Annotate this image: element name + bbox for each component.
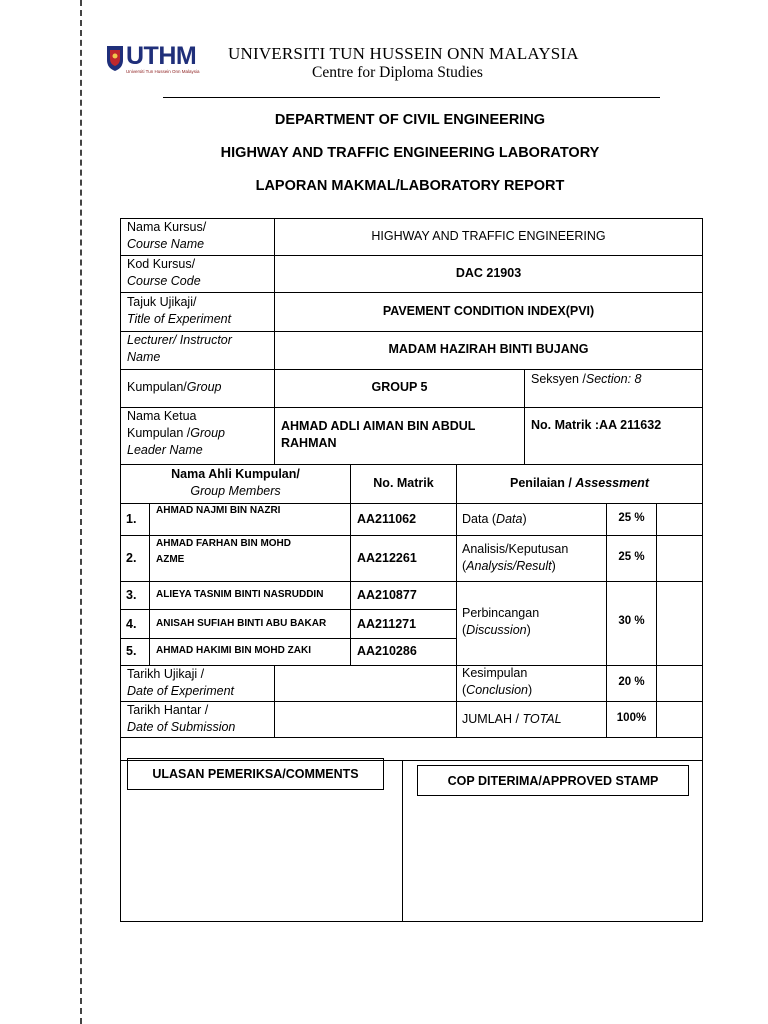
member-number: 4. xyxy=(126,617,137,631)
member-matric: AA210877 xyxy=(357,588,417,602)
member-number: 1. xyxy=(126,512,137,526)
date-experiment-label: Tarikh Ujikaji / Date of Experiment xyxy=(127,667,234,698)
course-name-label: Nama Kursus/ Course Name xyxy=(127,220,207,251)
title-value: PAVEMENT CONDITION INDEX(PVI) xyxy=(382,304,595,318)
leader-name: AHMAD ADLI AIMAN BIN ABDUL RAHMAN xyxy=(281,419,476,450)
assessment-data-label: Data (Data) xyxy=(462,512,527,526)
page-fold-dashed-line xyxy=(80,0,82,1024)
assessment-analysis-pct: 25 % xyxy=(618,551,645,563)
total-label: JUMLAH / TOTAL xyxy=(462,712,562,726)
member-number: 5. xyxy=(126,644,137,658)
course-name-value: HIGHWAY AND TRAFFIC ENGINEERING xyxy=(371,229,606,243)
member-name: ALIEYA TASNIM BINTI NASRUDDIN xyxy=(156,589,324,600)
group-label: Kumpulan/Group xyxy=(127,380,222,394)
member-matric: AA211062 xyxy=(357,512,417,526)
members-header: Nama Ahli Kumpulan/ Group Members xyxy=(171,467,300,498)
member-name: ANISAH SUFIAH BINTI ABU BAKAR xyxy=(156,618,327,629)
date-experiment-value-cell xyxy=(274,665,457,702)
member-name: AHMAD NAJMI BIN NAZRI xyxy=(156,505,281,516)
assessment-mark-cell xyxy=(656,535,703,582)
course-code-label: Kod Kursus/ Course Code xyxy=(127,257,201,288)
matric-header: No. Matrik xyxy=(373,476,434,490)
stamp-title: COP DITERIMA/APPROVED STAMP xyxy=(417,765,689,796)
department-heading: DEPARTMENT OF CIVIL ENGINEERING xyxy=(274,112,546,128)
assessment-conclusion-label: Kesimpulan (Conclusion) xyxy=(462,666,533,697)
total-pct: 100% xyxy=(616,712,647,724)
member-matric: AA210286 xyxy=(357,644,417,658)
member-matric: AA211271 xyxy=(357,617,417,631)
course-code-value: DAC 21903 xyxy=(455,266,522,280)
logo-tagline: Universiti Tun Hussein Onn Malaysia xyxy=(126,69,200,74)
assessment-mark-cell xyxy=(656,665,703,702)
title-label: Tajuk Ujikaji/ Title of Experiment xyxy=(127,295,232,326)
leader-matric: No. Matrik :AA 211632 xyxy=(531,418,662,432)
university-name: UNIVERSITI TUN HUSSEIN ONN MALAYSIA xyxy=(228,44,579,63)
assessment-analysis-label: Analisis/Keputusan (Analysis/Result) xyxy=(462,542,569,573)
assessment-header: Penilaian / Assessment xyxy=(510,476,649,490)
member-matric: AA212261 xyxy=(357,551,417,565)
uthm-logo xyxy=(106,42,216,76)
assessment-mark-cell xyxy=(656,581,703,666)
date-submission-value-cell xyxy=(274,701,457,738)
group-value: GROUP 5 xyxy=(371,380,428,394)
assessment-conclusion-pct: 20 % xyxy=(618,676,645,688)
member-name: AHMAD FARHAN BIN MOHD AZME xyxy=(156,538,291,565)
leader-matric-cell xyxy=(524,407,703,465)
lecturer-value: MADAM HAZIRAH BINTI BUJANG xyxy=(388,342,589,356)
assessment-mark-cell xyxy=(656,503,703,536)
section-label: Seksyen /Section: 8 xyxy=(531,372,642,386)
uthm-shield-icon xyxy=(106,44,124,72)
date-submission-label: Tarikh Hantar / Date of Submission xyxy=(127,703,236,734)
member-number: 2. xyxy=(126,551,137,565)
laboratory-heading: HIGHWAY AND TRAFFIC ENGINEERING LABORATORY xyxy=(220,145,600,161)
report-heading: LAPORAN MAKMAL/LABORATORY REPORT xyxy=(255,178,565,194)
comments-title: ULASAN PEMERIKSA/COMMENTS xyxy=(127,758,384,790)
logo-wordmark: UTHM xyxy=(126,42,197,70)
header-divider xyxy=(163,97,660,98)
leader-label: Nama Ketua Kumpulan /Group Leader Name xyxy=(127,409,225,457)
assessment-discussion-pct: 30 % xyxy=(618,615,645,627)
member-number: 3. xyxy=(126,588,137,602)
lecturer-label: Lecturer/ Instructor Name xyxy=(127,333,232,364)
member-name: AHMAD HAKIMI BIN MOHD ZAKI xyxy=(156,645,311,656)
assessment-data-pct: 25 % xyxy=(618,512,645,524)
assessment-discussion-label: Perbincangan (Discussion) xyxy=(462,606,540,637)
centre-name: Centre for Diploma Studies xyxy=(312,64,483,81)
total-mark-cell xyxy=(656,701,703,738)
